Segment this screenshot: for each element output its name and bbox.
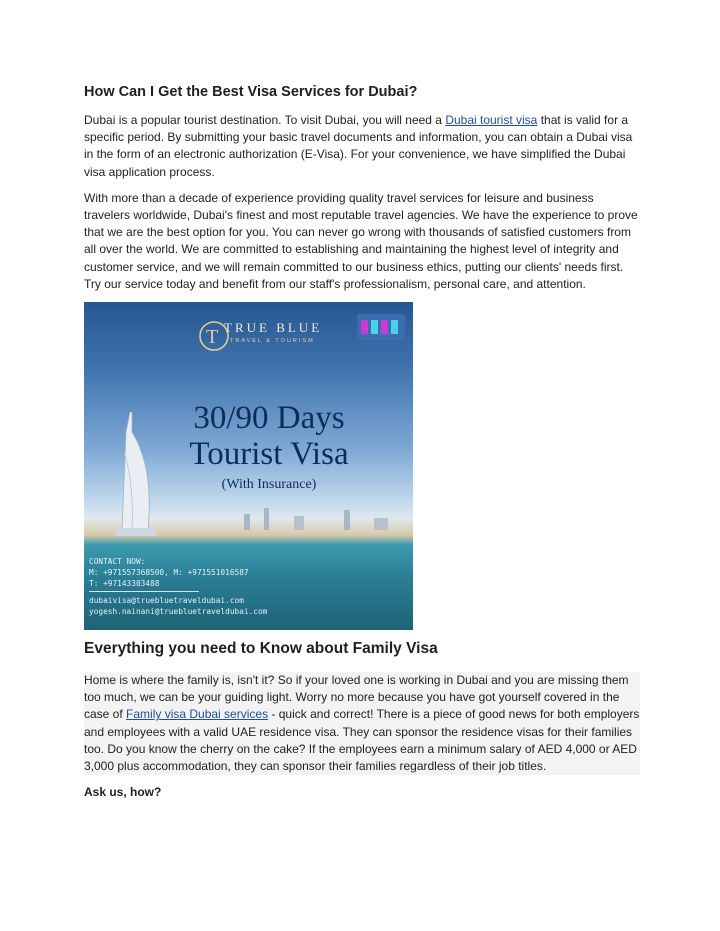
experience-paragraph: With more than a decade of experience providing quality travel services for leisure and business travelers worldwide, Dubai's finest and most reputable travel agencies. We have the experience to prove that we are the best option for you. You can never go wrong with thousands of satisfied customers from all over the world. We are committed to establishing and maintaining the highest level of integrity and customer service, and we will remain committed to our business ethics, putting our clients' needs first. Try our service today and benefit from our staff's professionalism, personal care, and attention. bbox=[84, 190, 638, 291]
svg-text:T: T bbox=[206, 326, 219, 349]
contact-telephone: T: +97143303488 bbox=[89, 578, 160, 588]
ask-us-how-text: Ask us, how? bbox=[84, 785, 162, 800]
poster-contact-block bbox=[89, 557, 267, 618]
intro-text-after: that is valid for a specific period. By submitting your basic travel documents and information, you can obtain a Dubai visa in the form of an electronic authorization (E-Visa). For your convenience, we have simplified the Dubai visa application process. bbox=[84, 113, 633, 179]
family-text-after: - quick and correct! There is a piece of good news for both employers and employees with a valid UAE residence visa. They can sponsor the residence visas for their families too. Do you know the cherry on the cake? If the employees earn a minimum salary of AED 4,000 or AED 3,000 plus accommodation, they can sponsor their families regardless of their job titles. bbox=[84, 707, 640, 774]
section-heading-family-visa: Everything you need to Know about Family Visa bbox=[84, 640, 438, 658]
contact-email-2: yogesh.nainani@truebluetraveldubai.com bbox=[89, 607, 268, 617]
article bbox=[84, 84, 640, 799]
burj-al-arab-illustration bbox=[102, 412, 162, 542]
brand-subtitle: TRAVEL & TOURISM bbox=[230, 338, 315, 345]
brand-name: TRUE BLUE bbox=[224, 320, 323, 336]
skyline-illustration bbox=[234, 500, 413, 530]
poster-title bbox=[154, 400, 384, 496]
poster-title-visa: Tourist Visa bbox=[189, 436, 349, 473]
intro-text-before: Dubai is a popular tourist destination. To visit Dubai, you will need a bbox=[84, 113, 446, 127]
contact-label: CONTACT NOW: bbox=[89, 557, 146, 567]
poster-title-insurance: (With Insurance) bbox=[221, 477, 317, 493]
tourist-visa-poster bbox=[84, 302, 413, 630]
family-visa-paragraph bbox=[84, 672, 640, 775]
section-heading-visa-services: How Can I Get the Best Visa Services for Dubai? bbox=[84, 84, 418, 100]
contact-mobiles: M: +971557368500, M: +971551016587 bbox=[89, 567, 249, 577]
corner-badge-icon bbox=[357, 314, 405, 340]
intro-paragraph bbox=[84, 112, 640, 181]
dubai-tourist-visa-link[interactable]: Dubai tourist visa bbox=[445, 113, 538, 127]
family-visa-dubai-link[interactable]: Family visa Dubai services bbox=[126, 707, 269, 722]
contact-email-1: dubaivisa@truebluetraveldubai.com bbox=[89, 596, 244, 606]
contact-divider bbox=[89, 591, 199, 592]
poster-title-days: 30/90 Days bbox=[193, 400, 345, 437]
family-text-before: Home is where the family is, isn't it? So if your loved one is working in Dubai and you are missing them too much, we can be your guiding light. Worry no more because you have got yourself covered in the case of bbox=[84, 673, 629, 722]
